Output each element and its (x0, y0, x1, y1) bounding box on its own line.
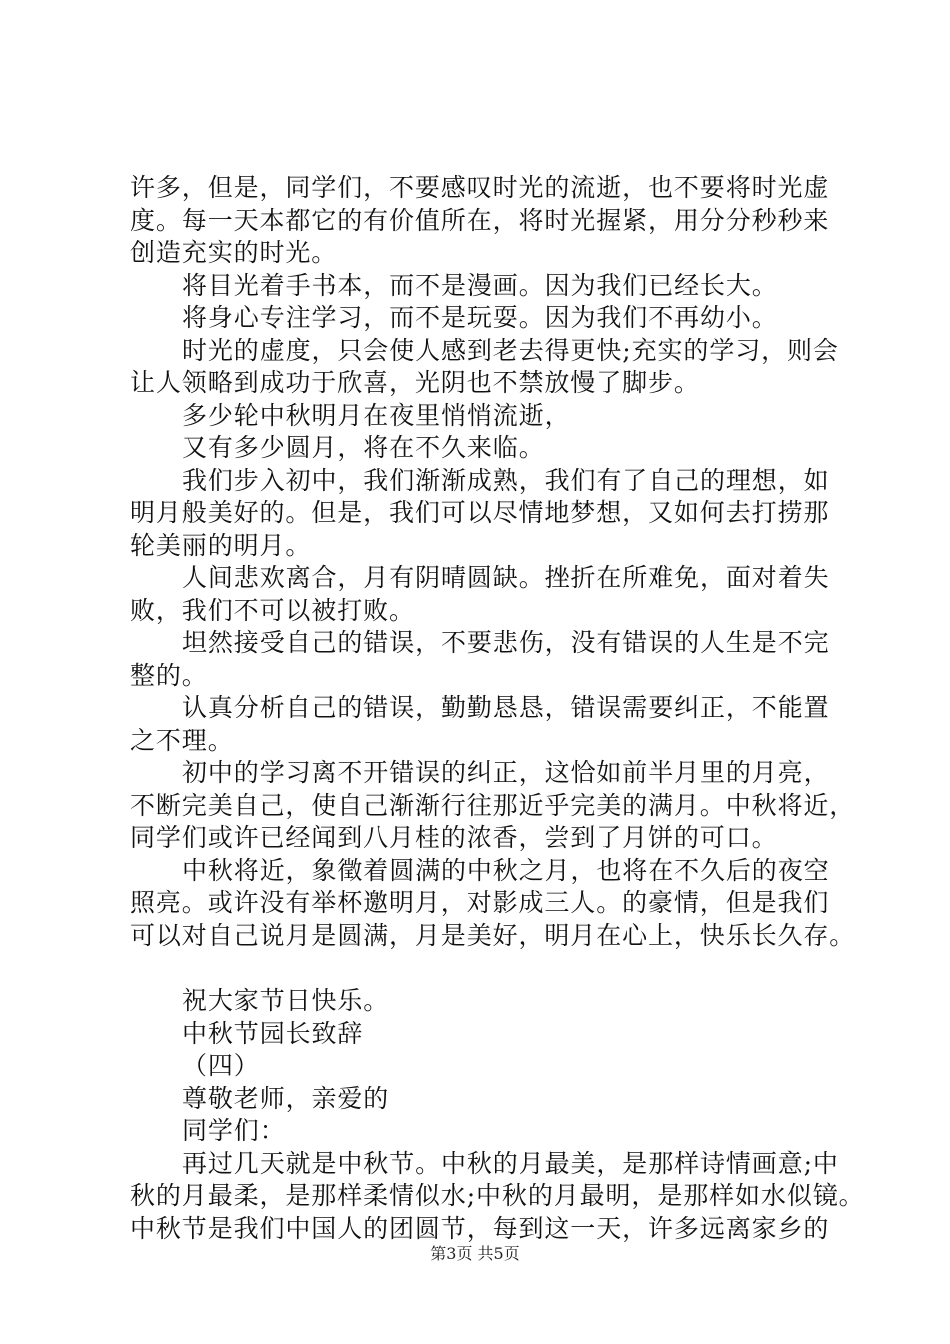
text-line: 许多，但是，同学们，不要感叹时光的流逝，也不要将时光虚 (130, 173, 830, 202)
text-line: 整的。 (130, 660, 208, 690)
text-line: 之不理。 (130, 725, 234, 755)
text-line: 可以对自己说月是圆满，月是美好，明月在心上，快乐长久存。 (130, 920, 856, 950)
paragraph-gap (130, 952, 840, 985)
paragraph-start-line: 中秋将近，象徵着圆满的中秋之月，也将在不久后的夜空 (182, 855, 830, 885)
text-line: 中秋节是我们中国人的团圆节，每到这一天，许多远离家乡的 (130, 1213, 830, 1243)
paragraph-start-line: 认真分析自己的错误，勤勤恳恳，错误需要纠正，不能置 (182, 693, 830, 722)
text-line: 轮美丽的明月。 (130, 530, 312, 560)
text-line: 让人领略到成功于欣喜，光阴也不禁放慢了脚步。 (130, 368, 700, 397)
text-line: 度。每一天本都它的有价值所在，将时光握紧，用分分秒秒来 (130, 205, 830, 235)
paragraph-start-line: 初中的学习离不开错误的纠正，这恰如前半月里的月亮， (182, 758, 830, 787)
paragraph-start-line: 时光的虚度，只会使人感到老去得更快;充实的学习，则会 (182, 335, 839, 365)
page-number-footer: 第3页 共5页 (430, 1244, 520, 1263)
paragraph-start-line: 再过几天就是中秋节。中秋的月最美，是那样诗情画意;中 (182, 1148, 839, 1178)
section-number: （四） (182, 1051, 260, 1080)
document-body (130, 172, 865, 1245)
text-line: 同学们或许已经闻到八月桂的浓香，尝到了月饼的可口。 (130, 823, 778, 852)
paragraph-start-line: 人间悲欢离合，月有阴晴圆缺。挫折在所难免，面对着失 (182, 563, 830, 592)
paragraph-start-line: 将身心专注学习，而不是玩耍。因为我们不再幼小。 (182, 303, 778, 332)
salutation-line: 同学们： (182, 1116, 286, 1145)
paragraph-start-line: 坦然接受自己的错误，不要悲伤，没有错误的人生是不完 (182, 628, 830, 657)
text-line: 秋的月最柔，是那样柔情似水;中秋的月最明，是那样如水似镜。 (130, 1181, 865, 1210)
text-line: 创造充实的时光。 (130, 238, 338, 267)
greeting-line: 祝大家节日快乐。 (182, 986, 390, 1015)
paragraph-start-line: 我们步入初中，我们渐渐成熟，我们有了自己的理想，如 (182, 465, 830, 495)
text-line: 败，我们不可以被打败。 (130, 595, 415, 625)
text-line: 不断完美自己，使自己渐渐行往那近乎完美的满月。中秋将近， (130, 790, 856, 820)
paragraph-start-line: 又有多少圆月，将在不久来临。 (182, 433, 545, 462)
salutation-line: 尊敬老师，亲爱的 (182, 1083, 390, 1113)
section-title: 中秋节园长致辞 (182, 1018, 364, 1048)
text-line: 照亮。或许没有举杯邀明月，对影成三人。的豪情，但是我们 (130, 888, 830, 917)
text-line: 明月般美好的。但是，我们可以尽情地梦想，又如何去打捞那 (130, 498, 830, 527)
paragraph-start-line: 多少轮中秋明月在夜里悄悄流逝， (182, 400, 571, 430)
paragraph-start-line: 将目光着手书本，而不是漫画。因为我们已经长大。 (182, 270, 778, 300)
